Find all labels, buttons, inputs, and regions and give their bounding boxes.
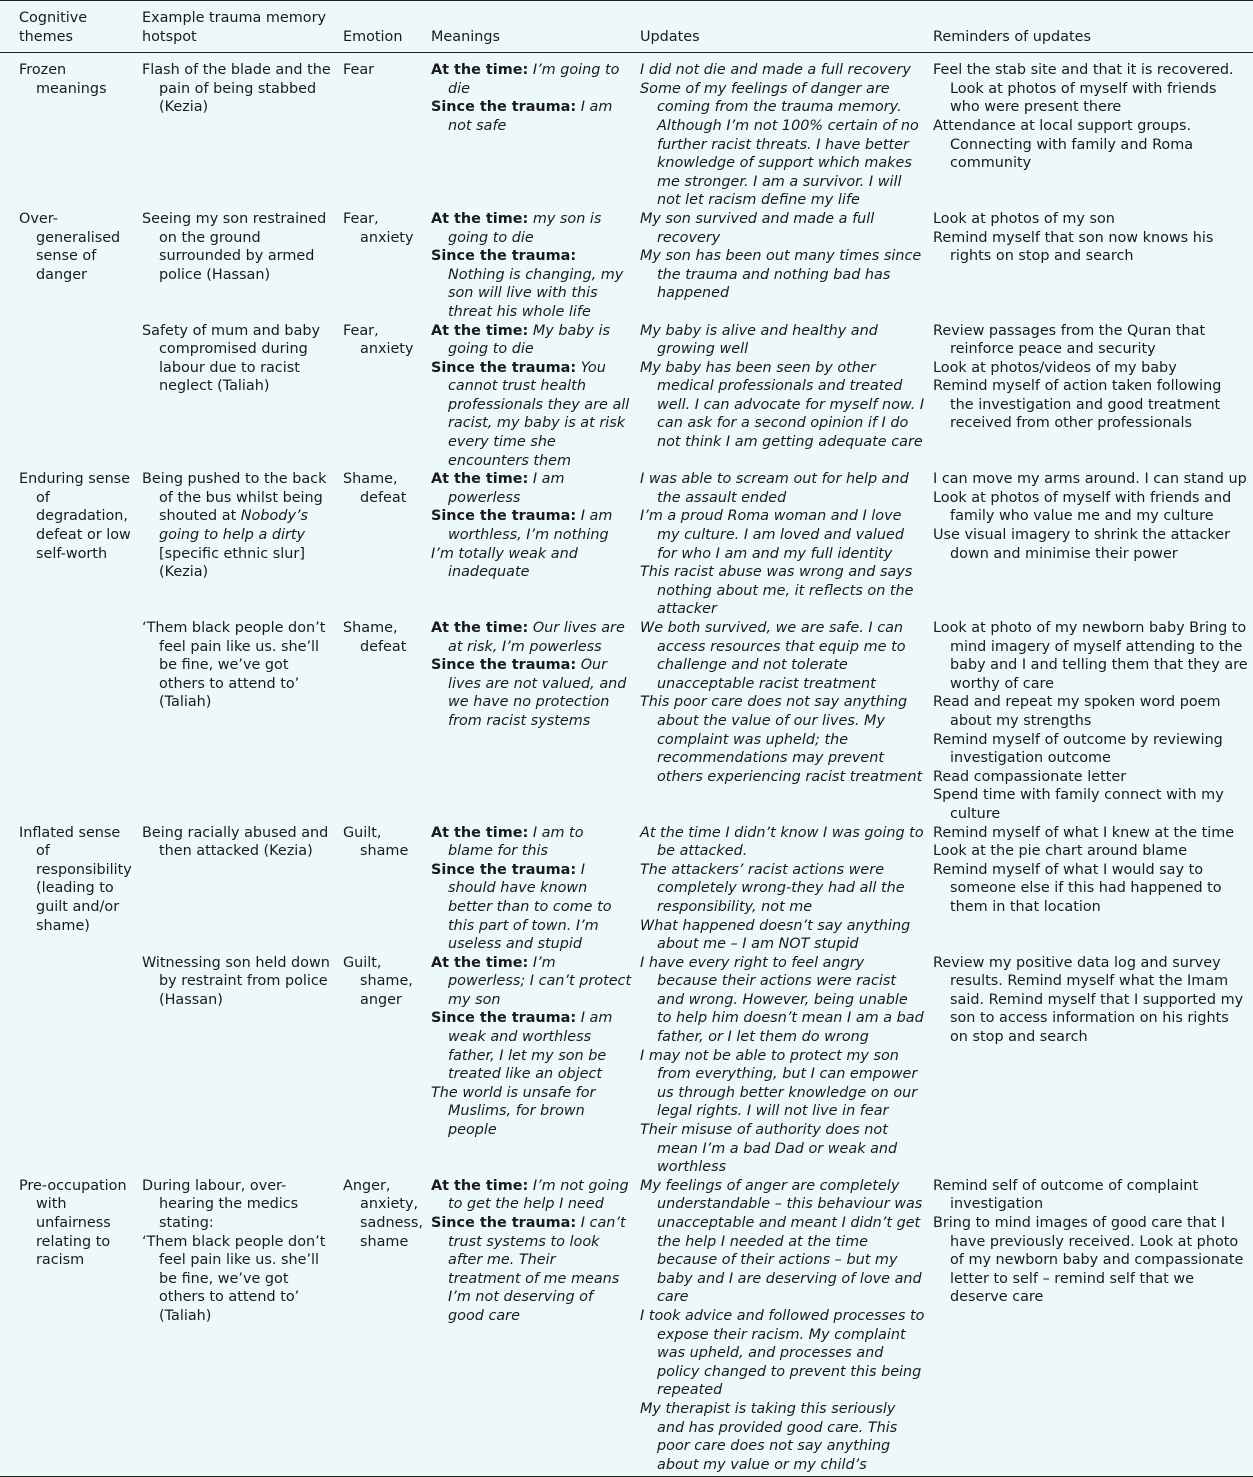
update-item: At the time I didn’t know I was going to be attacked. [640, 824, 924, 860]
cell-updates [636, 322, 929, 471]
label-at-the-time: At the time: [431, 62, 529, 79]
table-row [0, 619, 1253, 824]
cell-meanings [427, 210, 636, 322]
cell-updates [636, 53, 929, 210]
label-at-the-time: At the time: [431, 824, 529, 841]
update-item: This racist abuse was wrong and says nothing about me, it reflects on the attacker [640, 564, 914, 618]
meaning-text: I’m going to die [448, 62, 620, 97]
cell-emotion [339, 1177, 427, 1477]
cell-updates [636, 1177, 929, 1477]
meaning-at-the-time [431, 824, 632, 861]
update-item: The attackers’ racist actions were completely wrong-they had all the responsibility, not me [640, 861, 905, 915]
reminder-item: Attendance at local support groups. Connecting with family and Roma community [933, 117, 1194, 172]
reminder-item: Look at the pie chart around blame [933, 843, 1188, 860]
cell-emotion [339, 53, 427, 210]
cell-updates [636, 954, 929, 1177]
table-row [0, 470, 1253, 619]
hotspot-text: ‘Them black people don’t feel pain like us. she’ll be fine, we’ve got others to attend to’ (Taliah) [142, 1233, 326, 1324]
cell-reminders [929, 53, 1253, 210]
table-body [0, 53, 1253, 1477]
cell-emotion [339, 954, 427, 1177]
header-meanings: Meanings [427, 1, 636, 53]
meaning-since-trauma [431, 98, 632, 135]
meaning-text: I’m not going to get the help I need [448, 1177, 629, 1213]
cell-hotspot [138, 322, 339, 471]
cell-hotspot [138, 1177, 339, 1477]
label-since-trauma: Since the trauma: [431, 657, 577, 674]
reminder-item: Use visual imagery to shrink the attacker down and minimise their power [933, 527, 1231, 562]
meaning-since-trauma [431, 1214, 632, 1326]
cell-emotion [339, 210, 427, 322]
label-at-the-time: At the time: [431, 322, 529, 339]
header-hotspot: Example trauma memory hotspot [138, 1, 339, 53]
meaning-text: I am worthless, I’m nothing [448, 508, 613, 544]
meaning-text: Nothing is changing, my son will live with this threat his whole life [448, 266, 624, 320]
meaning-text: my son is going to die [448, 210, 602, 246]
meaning-at-the-time [431, 954, 632, 1010]
meaning-text: Our lives are not valued, and we have no protection from racist systems [448, 657, 627, 729]
reminder-item: Look at photos of myself with friends and family who value me and my culture [933, 489, 1232, 525]
cell-theme [0, 954, 138, 1177]
meaning-at-the-time [431, 322, 632, 359]
table-row [0, 954, 1253, 1177]
cell-reminders [929, 824, 1253, 954]
cell-hotspot [138, 824, 339, 954]
header-updates: Updates [636, 1, 929, 53]
update-item: We both survived, we are safe. I can access resources that equip me to challenge and not tolerate unacceptable racist treatment [640, 620, 906, 692]
emotion-text: Shame, defeat [343, 620, 407, 655]
cell-hotspot [138, 210, 339, 322]
hotspot-text-quote: Nobody’s going to help a dirty [159, 508, 309, 544]
cell-reminders [929, 619, 1253, 824]
reminder-item: Spend time with family connect with my culture [933, 787, 1224, 822]
meaning-text: I am weak and worthless father, I let my son be treated like an object [448, 1010, 613, 1083]
cell-meanings [427, 53, 636, 210]
update-item: I may not be able to protect my son from everything, but I can empower us through better knowledge on our legal rights. I will not live in fear [640, 1047, 918, 1120]
emotion-text: Guilt, shame [343, 824, 409, 860]
update-item: My son survived and made a full recovery [640, 210, 875, 246]
meaning-text: I am powerless [448, 471, 565, 506]
label-at-the-time: At the time: [431, 620, 529, 636]
meaning-since-trauma [431, 861, 632, 954]
meaning-at-the-time [431, 210, 632, 247]
update-item: My baby is alive and healthy and growing well [640, 322, 878, 358]
meaning-extra: I’m totally weak and inadequate [431, 545, 578, 581]
cell-theme [0, 53, 138, 210]
meaning-text: I should have known better than to come to this part of town. I’m useless and stupid [448, 861, 612, 953]
reminder-item: I can move my arms around. I can stand up [933, 471, 1247, 488]
reminder-item: Bring to mind images of good care that I have previously received. Look at photo of my newborn baby and compassionate letter to self – remind self that we deserve care [933, 1215, 1244, 1306]
theme-text: Over-generalised sense of danger [19, 210, 121, 283]
cell-hotspot [138, 954, 339, 1177]
emotion-text: Fear, anxiety [343, 210, 414, 246]
cell-emotion [339, 824, 427, 954]
meaning-since-trauma [431, 507, 632, 544]
label-at-the-time: At the time: [431, 210, 529, 227]
label-since-trauma: Since the trauma: [431, 248, 577, 265]
header-emotion: Emotion [339, 1, 427, 53]
reminder-item: Look at photos/videos of my baby [933, 359, 1177, 376]
cell-reminders [929, 954, 1253, 1177]
cell-updates [636, 824, 929, 954]
update-item: I took advice and followed processes to expose their racism. My complaint was upheld, and processes and policy changed to prevent this being repeated [640, 1307, 925, 1399]
hotspot-text-plain: [specific ethnic slur] (Kezia) [159, 545, 305, 581]
meaning-since-trauma [431, 359, 632, 471]
cell-reminders [929, 470, 1253, 619]
cell-updates [636, 210, 929, 322]
meaning-text: I am to blame for this [448, 824, 584, 860]
cell-theme [0, 824, 138, 954]
label-at-the-time: At the time: [431, 954, 529, 971]
update-item: My son has been out many times since the trauma and nothing bad has happened [640, 248, 922, 302]
table-header [0, 1, 1253, 53]
cell-meanings [427, 322, 636, 471]
emotion-text: Fear, anxiety [343, 322, 414, 358]
cell-meanings [427, 954, 636, 1177]
update-item: Some of my feelings of danger are coming from the trauma memory. Although I’m not 100% certain of no further racist threats. I have better knowledge of support which makes me stronger. I am a survivor. I will not let racism define my life [640, 80, 919, 209]
header-reminders: Reminders of updates [929, 1, 1253, 53]
hotspot-text: Safety of mum and baby compromised during labour due to racist neglect (Taliah) [142, 322, 321, 395]
cell-reminders [929, 1177, 1253, 1477]
label-since-trauma: Since the trauma: [431, 1215, 577, 1231]
cell-hotspot [138, 53, 339, 210]
cell-theme [0, 619, 138, 824]
meaning-text: I’m powerless; I can’t protect my son [448, 954, 632, 1008]
emotion-text: Anger, anxiety, sadness, shame [343, 1177, 423, 1250]
cell-hotspot [138, 470, 339, 619]
label-since-trauma: Since the trauma: [431, 1010, 577, 1027]
theme-text: Inflated sense of responsibility (leading to guilt and/or shame) [19, 824, 132, 934]
cell-meanings [427, 824, 636, 954]
hotspot-text: Seeing my son restrained on the ground surrounded by armed police (Hassan) [142, 210, 327, 283]
hotspot-text: Witnessing son held down by restraint from police (Hassan) [142, 954, 330, 1008]
update-item: This poor care does not say anything about the value of our lives. My complaint was upheld; the recommendations may prevent others experiencing racist treatment [640, 694, 923, 785]
cell-emotion [339, 322, 427, 471]
reminder-item: Remind self of outcome of complaint investigation [933, 1177, 1199, 1213]
meaning-text: You cannot trust health professionals they are all racist, my baby is at risk every time she encounters them [448, 359, 630, 469]
meaning-at-the-time [431, 470, 632, 507]
meaning-since-trauma [431, 656, 632, 730]
theme-text: Frozen meanings [19, 62, 107, 97]
table-row [0, 322, 1253, 471]
reminder-item: Remind myself that son now knows his rights on stop and search [933, 229, 1214, 265]
theme-text: Enduring sense of degradation, defeat or low self-worth [19, 471, 131, 562]
label-since-trauma: Since the trauma: [431, 861, 577, 878]
hotspot-text: During labour, over-hearing the medics stating: [142, 1177, 299, 1231]
hotspot-text: Flash of the blade and the pain of being stabbed (Kezia) [142, 62, 331, 116]
update-item: My baby has been seen by other medical professionals and treated well. I can advocate for myself now. I can ask for a second opinion if I do not think I am getting adequate care [640, 359, 925, 451]
label-at-the-time: At the time: [431, 1177, 529, 1194]
table-row [0, 210, 1253, 322]
meaning-extra: The world is unsafe for Muslims, for brown people [431, 1084, 596, 1139]
meaning-text: I am not safe [448, 99, 613, 134]
cell-emotion [339, 470, 427, 619]
reminder-item: Remind myself of action taken following the investigation and good treatment received from other professionals [933, 378, 1222, 432]
cell-meanings [427, 1177, 636, 1477]
label-since-trauma: Since the trauma: [431, 508, 577, 525]
header-cognitive-themes: Cognitive themes [0, 1, 138, 53]
reminder-item: Look at photo of my newborn baby Bring to mind imagery of myself attending to the baby and I and telling them that they are worthy of care [933, 620, 1248, 692]
reminder-item: Review my positive data log and survey results. Remind myself what the Imam said. Remind myself that I supported my son to access information on his rights on stop and search [933, 954, 1244, 1046]
reminder-item: Feel the stab site and that it is recovered. Look at photos of myself with friends who were present there [933, 62, 1234, 116]
update-item: Their misuse of authority does not mean I’m a bad Dad or weak and worthless [640, 1122, 898, 1176]
table-row [0, 53, 1253, 210]
label-at-the-time: At the time: [431, 471, 529, 488]
cell-theme [0, 470, 138, 619]
table-row [0, 824, 1253, 954]
meaning-since-trauma [431, 247, 632, 321]
update-item: I have every right to feel angry because their actions were racist and wrong. However, being unable to help him doesn’t mean I am a bad father, or I let them do wrong [640, 954, 924, 1046]
cell-updates [636, 619, 929, 824]
label-since-trauma: Since the trauma: [431, 359, 577, 376]
update-item: My therapist is taking this seriously and has provided good care. This poor care does not say anything about my value or my child’s [640, 1400, 898, 1473]
update-item: What happened doesn’t say anything about me – I am NOT stupid [640, 917, 911, 953]
meaning-since-trauma [431, 1009, 632, 1083]
meaning-at-the-time [431, 1177, 632, 1214]
hotspot-text-plain: Being pushed to the back of the bus whilst being shouted at [142, 471, 327, 525]
table-row [0, 1177, 1253, 1477]
meaning-at-the-time [431, 61, 632, 98]
hotspot-text: ‘Them black people don’t feel pain like us. she’ll be fine, we’ve got others to attend to’ (Taliah) [142, 620, 326, 711]
meaning-text: My baby is going to die [448, 322, 611, 358]
update-item: I was able to scream out for help and the assault ended [640, 471, 909, 506]
cell-emotion [339, 619, 427, 824]
label-since-trauma: Since the trauma: [431, 99, 577, 116]
reminder-item: Remind myself of outcome by reviewing investigation outcome [933, 731, 1223, 767]
cell-meanings [427, 470, 636, 619]
cell-reminders [929, 322, 1253, 471]
reminder-item: Remind myself of what I would say to someone else if this had happened to them in that location [933, 861, 1222, 915]
cell-theme [0, 322, 138, 471]
cell-updates [636, 470, 929, 619]
update-item: My feelings of anger are completely understandable – this behaviour was unacceptable and meant I didn’t get the help I needed at the time because of their actions – but my baby and I are deserving of love and care [640, 1177, 923, 1306]
meaning-text: I can’t trust systems to look after me. Their treatment of me means I’m not deserving of good care [448, 1215, 626, 1324]
meaning-text: Our lives are at risk, I’m powerless [448, 620, 625, 655]
reminder-item: Read and repeat my spoken word poem about my strengths [933, 694, 1221, 729]
cell-reminders [929, 210, 1253, 322]
reminder-item: Remind myself of what I knew at the time [933, 824, 1235, 841]
hotspot-text [142, 470, 335, 582]
emotion-text: Fear [343, 62, 375, 79]
reminder-item: Look at photos of my son [933, 210, 1115, 227]
cell-theme [0, 1177, 138, 1477]
cell-meanings [427, 619, 636, 824]
emotion-text: Guilt, shame, anger [343, 954, 413, 1008]
update-item: I did not die and made a full recovery [640, 62, 911, 79]
reminder-item: Read compassionate letter [933, 768, 1127, 785]
cell-hotspot [138, 619, 339, 824]
cell-theme [0, 210, 138, 322]
theme-text: Pre-occupation with unfairness relating to racism [19, 1177, 127, 1269]
reminder-item: Review passages from the Quran that reinforce peace and security [933, 322, 1206, 358]
update-item: I’m a proud Roma woman and I love my culture. I am loved and valued for who I am and my full identity [640, 508, 905, 562]
hotspot-text: Being racially abused and then attacked (Kezia) [142, 824, 329, 860]
emotion-text: Shame, defeat [343, 471, 407, 506]
meaning-at-the-time [431, 619, 632, 656]
